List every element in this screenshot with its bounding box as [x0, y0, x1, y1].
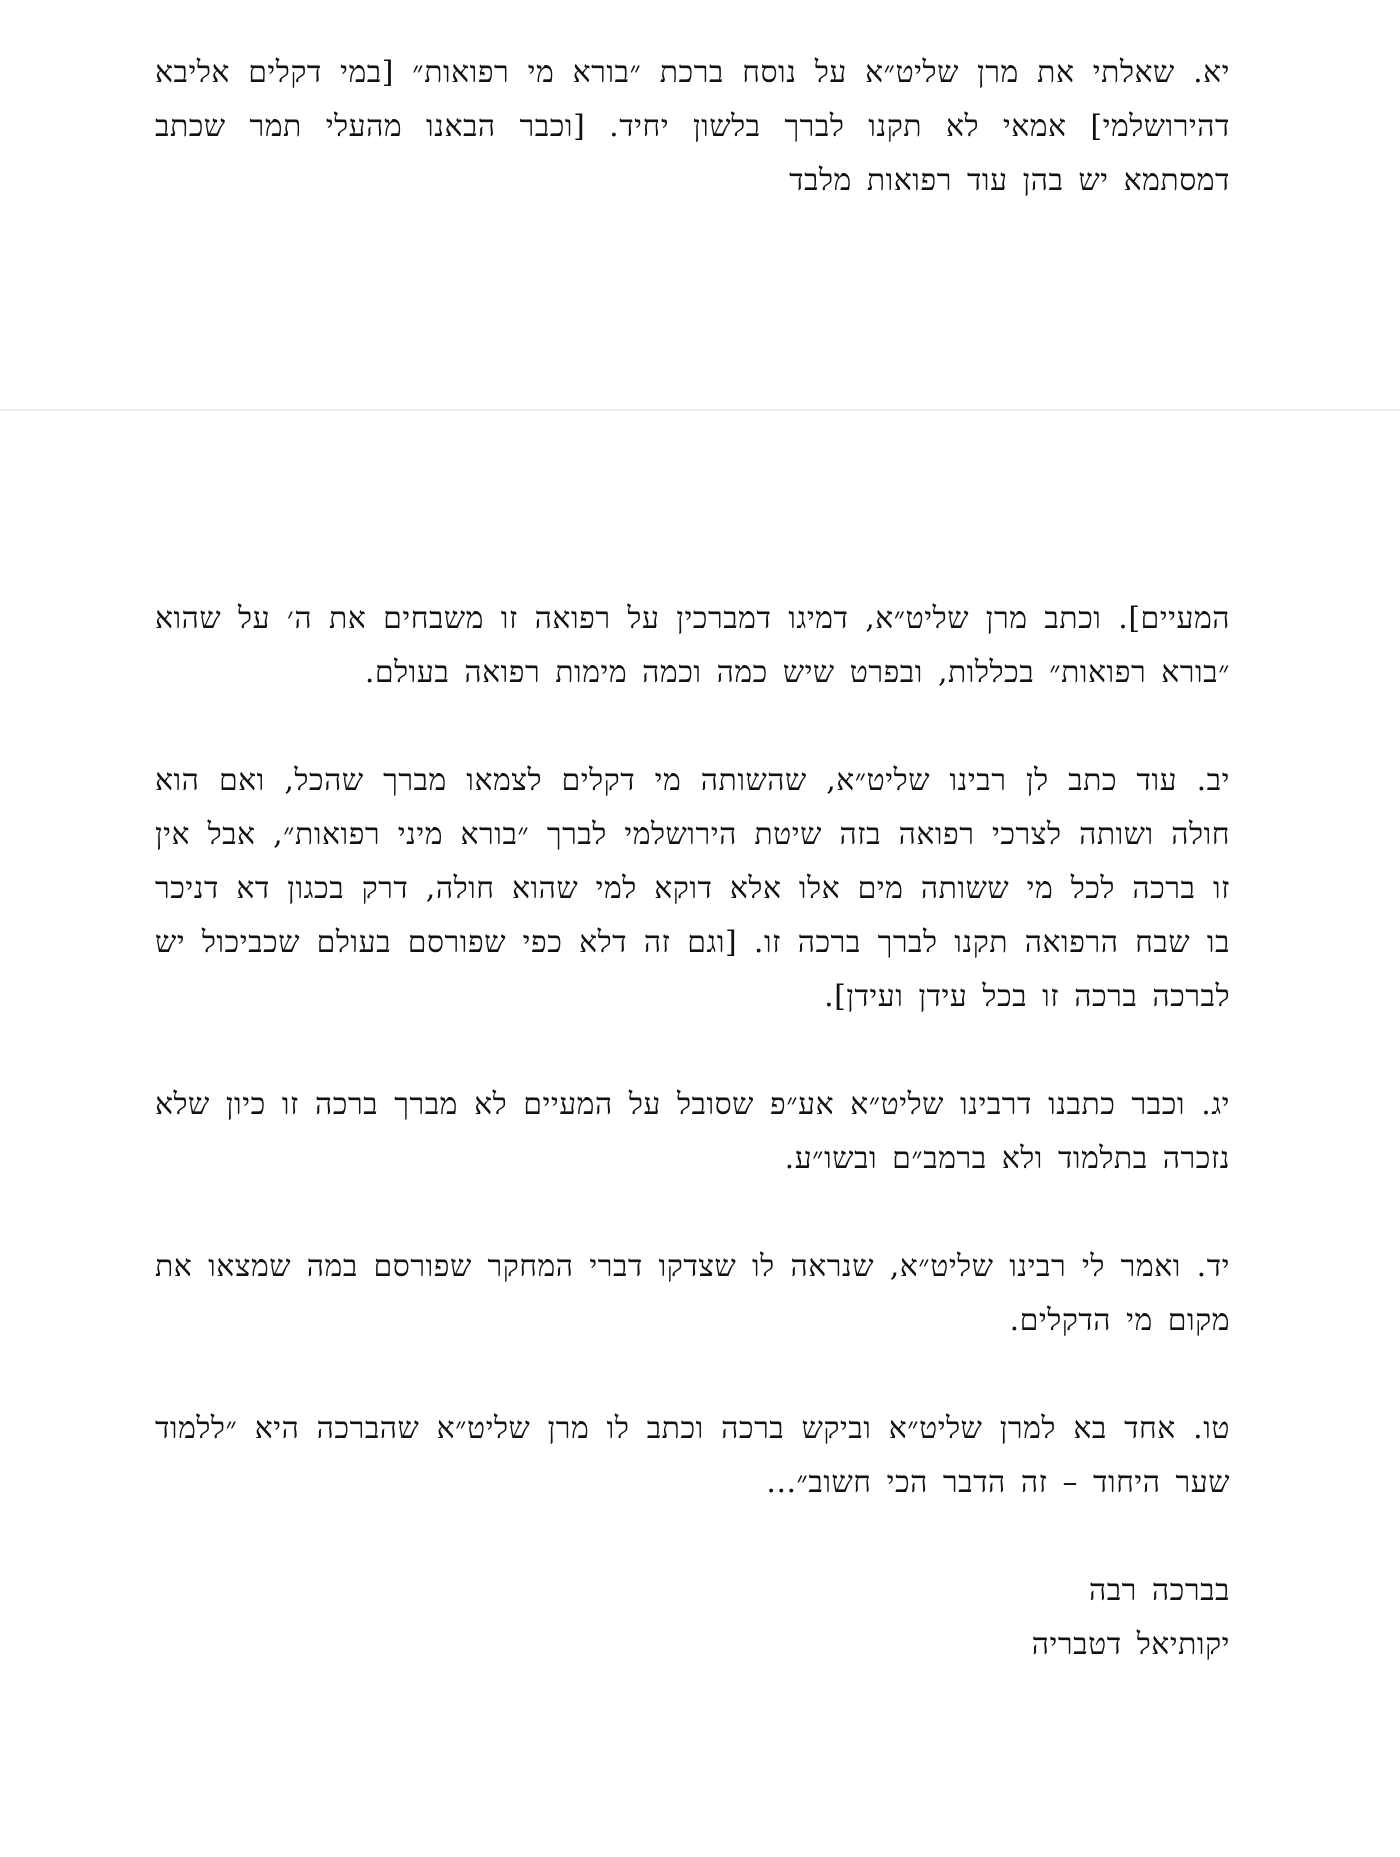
document-page-top — [0, 0, 1400, 410]
paragraph-12: יב. עוד כתב לן רבינו שליט״א, שהשותה מי דקלים לצמאו מברך שהכל, ואם הוא חולה ושותה לצרכי רפואה בזה שיטת הירושלמי לברך ״בורא מיני רפואות״, אבל אין זו ברכה לכל מי ששותה מים אלו אלא דוקא למי שהוא חולה, דרק בכגון דא דניכר בו שבח הרפואה תקנו לברך ברכה זו. [וגם זה דלא כפי שפורסם בעולם שכביכול יש לברכה ברכה זו בכל עידן ועידן]. — [155, 763, 1230, 1014]
paragraph-15: טו. אחד בא למרן שליט״א וביקש ברכה וכתב לו מרן שליט״א שהברכה היא ״ללמוד שער היחוד – זה הדבר הכי חשוב״... — [155, 1411, 1230, 1500]
text-block-main — [155, 592, 1230, 1672]
paragraph-11-continued: המעיים]. וכתב מרן שליט״א, דמיגו דמברכין על רפואה זו משבחים את ה׳ על שהוא ״בורא רפואות״ בכללות, ובפרט שיש כמה וכמה מימות רפואה בעולם. — [155, 601, 1230, 690]
closing-line: בברכה רבה — [1088, 1573, 1230, 1608]
paragraph-14: יד. ואמר לי רבינו שליט״א, שנראה לו שצדקו דברי המחקר שפורסם במה שמצאו את מקום מי הדקלים. — [155, 1249, 1230, 1338]
paragraph-13: יג. וכבר כתבנו דרבינו שליט״א אע״פ שסובל על המעיים לא מברך ברכה זו כיון שלא נזכרה בתלמוד ולא ברמב״ם ובשו״ע. — [155, 1087, 1230, 1176]
paragraph-11: יא. שאלתי את מרן שליט״א על נוסח ברכת ״בורא מי רפואות״ [במי דקלים אליבא דהירושלמי] אמאי לא תקנו לברך בלשון יחיד. [וכבר הבאנו מהעלי תמר שכתב דמסתמא יש בהן עוד רפואות מלבד — [155, 55, 1230, 198]
text-block-top — [155, 46, 1230, 208]
signature: יקותיאל דטבריה — [1031, 1627, 1230, 1662]
